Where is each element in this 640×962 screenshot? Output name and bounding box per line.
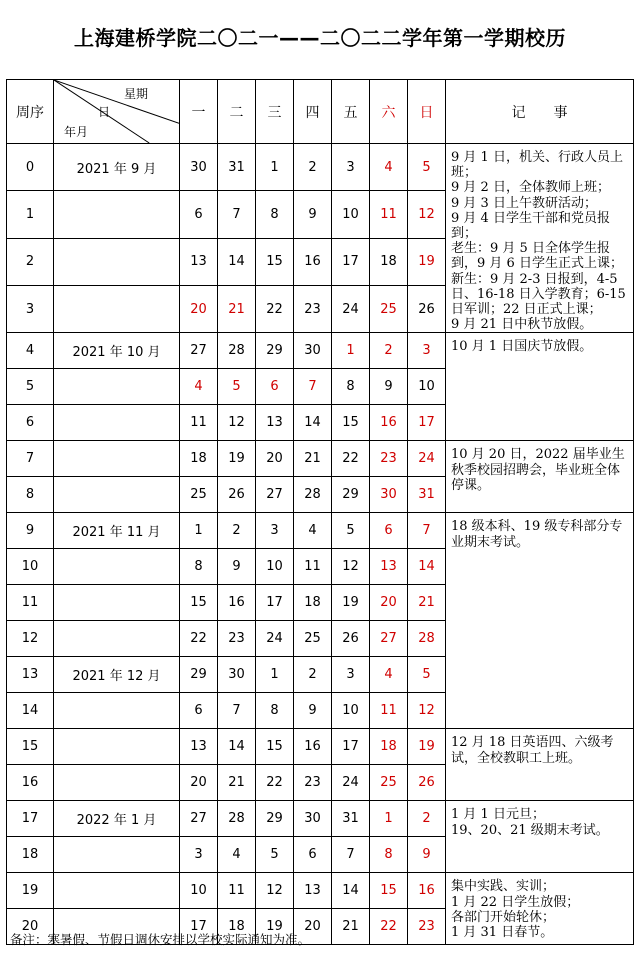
date-cell: 19 [332,585,370,621]
month-label [54,549,180,585]
week-number: 6 [7,405,54,441]
header-row [7,80,634,144]
date-cell: 15 [256,238,294,285]
week-row [7,144,634,191]
week-number: 8 [7,477,54,513]
date-cell: 2 [408,801,446,837]
note-line: 12 月 18 日英语四、六级考试，全校教职工上班。 [451,735,614,766]
day-header-thu: 四 [294,80,332,144]
date-cell: 27 [180,801,218,837]
week-number: 12 [7,621,54,657]
week-number: 0 [7,144,54,191]
notes-cell [446,873,634,945]
month-label [54,729,180,765]
date-cell: 22 [180,621,218,657]
date-cell: 24 [332,765,370,801]
date-cell: 7 [408,513,446,549]
date-cell: 30 [294,333,332,369]
date-cell: 31 [408,477,446,513]
date-cell: 5 [218,369,256,405]
date-cell: 13 [256,405,294,441]
week-number: 11 [7,585,54,621]
week-number: 1 [7,191,54,238]
note-line: 9 月 3 日上午教研活动； [451,195,597,211]
week-number: 4 [7,333,54,369]
date-cell: 31 [218,144,256,191]
date-cell: 5 [408,144,446,191]
date-cell: 23 [218,621,256,657]
date-cell: 25 [180,477,218,513]
date-cell: 3 [332,657,370,693]
week-number: 19 [7,873,54,909]
date-cell: 4 [370,144,408,191]
week-number: 20 [7,909,54,945]
note-line: 新生：9 月 2-3 日报到，4-5 日、16-18 日入学教育；6-15 日军训；22 日正式上课； [451,271,626,318]
date-cell: 28 [218,801,256,837]
note-line: 各部门开始轮休； [451,909,556,925]
date-cell: 2 [294,657,332,693]
week-number: 3 [7,286,54,333]
note-line: 10 月 1 日国庆节放假。 [451,339,593,355]
date-cell: 1 [256,657,294,693]
date-cell: 27 [180,333,218,369]
date-cell: 12 [332,549,370,585]
date-cell: 13 [294,873,332,909]
date-cell: 26 [408,286,446,333]
month-label [54,477,180,513]
date-cell: 31 [332,801,370,837]
diag-label-week: 星期 [124,87,149,101]
date-cell: 23 [294,286,332,333]
date-cell: 17 [408,405,446,441]
date-cell: 11 [180,405,218,441]
date-cell: 14 [294,405,332,441]
date-cell: 25 [370,286,408,333]
date-cell: 29 [256,801,294,837]
date-cell: 20 [180,765,218,801]
date-cell: 3 [180,837,218,873]
date-cell: 1 [370,801,408,837]
month-label [54,765,180,801]
date-cell: 21 [294,441,332,477]
date-cell: 23 [294,765,332,801]
week-number: 2 [7,238,54,285]
date-cell: 27 [370,621,408,657]
date-cell: 10 [332,191,370,238]
date-cell: 30 [294,801,332,837]
date-cell: 14 [408,549,446,585]
notes-cell [446,513,634,729]
date-cell: 1 [180,513,218,549]
date-cell: 9 [370,369,408,405]
date-cell: 15 [256,729,294,765]
date-cell: 19 [218,441,256,477]
month-label: 2021 年 11 月 [54,513,180,549]
date-cell: 21 [332,909,370,945]
month-label: 2021 年 9 月 [54,144,180,191]
date-cell: 18 [370,238,408,285]
note-line: 1 月 1 日元旦； [451,807,545,823]
date-cell: 17 [332,238,370,285]
date-cell: 20 [370,585,408,621]
date-cell: 14 [218,238,256,285]
month-label [54,191,180,238]
date-cell: 5 [256,837,294,873]
date-cell: 16 [408,873,446,909]
date-cell: 7 [218,191,256,238]
date-cell: 1 [256,144,294,191]
diag-label-month: 年月 [64,125,89,139]
month-label [54,693,180,729]
week-row [7,729,634,765]
notes-cell [446,801,634,873]
date-cell: 16 [370,405,408,441]
date-cell: 6 [294,837,332,873]
date-cell: 22 [256,765,294,801]
date-cell: 17 [332,729,370,765]
day-header-sun: 日 [408,80,446,144]
date-cell: 6 [370,513,408,549]
date-cell: 23 [370,441,408,477]
note-line: 10 月 20 日，2022 届毕业生秋季校园招聘会，毕业班全体停课。 [451,447,625,493]
date-cell: 16 [294,729,332,765]
date-cell: 10 [180,873,218,909]
date-cell: 10 [256,549,294,585]
week-number: 7 [7,441,54,477]
footnote: 备注：寒暑假、节假日调休安排以学校实际通知为准。 [10,932,311,947]
date-cell: 8 [256,693,294,729]
date-cell: 22 [370,909,408,945]
date-cell: 8 [370,837,408,873]
date-cell: 13 [180,238,218,285]
week-row [7,333,634,369]
date-cell: 3 [256,513,294,549]
month-label [54,405,180,441]
day-header-wed: 三 [256,80,294,144]
date-cell: 11 [294,549,332,585]
date-cell: 18 [370,729,408,765]
date-cell: 10 [408,369,446,405]
date-cell: 24 [332,286,370,333]
week-number: 15 [7,729,54,765]
date-cell: 24 [256,621,294,657]
date-cell: 2 [218,513,256,549]
month-label [54,369,180,405]
notes-cell [446,144,634,333]
date-cell: 25 [370,765,408,801]
week-number: 16 [7,765,54,801]
date-cell: 5 [332,513,370,549]
date-cell: 7 [294,369,332,405]
month-label [54,837,180,873]
date-cell: 11 [218,873,256,909]
date-cell: 16 [294,238,332,285]
date-cell: 30 [370,477,408,513]
date-cell: 29 [332,477,370,513]
date-cell: 13 [370,549,408,585]
date-cell: 4 [218,837,256,873]
day-header-sat: 六 [370,80,408,144]
date-cell: 18 [294,585,332,621]
date-cell: 18 [180,441,218,477]
date-cell: 6 [256,369,294,405]
date-cell: 9 [294,191,332,238]
date-cell: 7 [218,693,256,729]
note-line: 9 月 2 日，全体教师上班； [451,180,610,196]
date-cell: 20 [180,286,218,333]
date-cell: 22 [256,286,294,333]
date-cell: 26 [408,765,446,801]
date-cell: 9 [408,837,446,873]
date-cell: 15 [332,405,370,441]
date-cell: 2 [370,333,408,369]
date-cell: 26 [218,477,256,513]
month-label [54,441,180,477]
date-cell: 8 [180,549,218,585]
week-number: 14 [7,693,54,729]
week-row [7,441,634,477]
date-cell: 6 [180,191,218,238]
date-cell: 28 [294,477,332,513]
week-number: 18 [7,837,54,873]
note-line: 18 级本科、19 级专科部分专业期末考试。 [451,519,623,550]
notes-cell [446,333,634,441]
month-label [54,585,180,621]
date-cell: 15 [370,873,408,909]
week-number: 17 [7,801,54,837]
date-cell: 8 [332,369,370,405]
week-number: 5 [7,369,54,405]
date-cell: 19 [256,909,294,945]
date-cell: 27 [256,477,294,513]
date-cell: 5 [408,657,446,693]
notes-header: 记 事 [446,80,634,144]
note-line: 9 月 21 日中秋节放假。 [451,317,593,333]
date-cell: 7 [332,837,370,873]
date-cell: 12 [218,405,256,441]
date-cell: 28 [408,621,446,657]
date-cell: 9 [294,693,332,729]
date-cell: 22 [332,441,370,477]
date-cell: 4 [294,513,332,549]
date-cell: 26 [332,621,370,657]
date-cell: 16 [218,585,256,621]
month-label [54,621,180,657]
date-cell: 30 [180,144,218,191]
date-cell: 4 [180,369,218,405]
date-cell: 14 [332,873,370,909]
note-line: 1 月 22 日学生放假； [451,894,580,910]
note-line: 老生：9 月 5 日全体学生报到，9 月 6 日学生正式上课； [451,241,623,272]
date-cell: 24 [408,441,446,477]
diag-label-day: 日 [98,105,111,119]
month-label [54,238,180,285]
date-cell: 19 [408,729,446,765]
date-cell: 12 [408,693,446,729]
day-header-tue: 二 [218,80,256,144]
note-line: 1 月 31 日春节。 [451,925,554,941]
date-cell: 6 [180,693,218,729]
date-cell: 29 [256,333,294,369]
week-number-header: 周序 [7,80,54,144]
date-cell: 18 [218,909,256,945]
date-cell: 21 [408,585,446,621]
week-row [7,513,634,549]
date-cell: 17 [180,909,218,945]
week-number: 13 [7,657,54,693]
calendar-body [7,144,634,945]
date-cell: 2 [294,144,332,191]
date-cell: 11 [370,191,408,238]
date-cell: 20 [256,441,294,477]
note-line: 9 月 4 日学生干部和党员报到； [451,210,610,242]
notes-cell [446,729,634,801]
date-cell: 13 [180,729,218,765]
month-label [54,286,180,333]
date-cell: 28 [218,333,256,369]
note-line: 19、20、21 级期末考试。 [451,822,609,838]
week-row [7,801,634,837]
date-cell: 1 [332,333,370,369]
date-cell: 23 [408,909,446,945]
date-cell: 8 [256,191,294,238]
day-header-fri: 五 [332,80,370,144]
school-calendar-table [6,79,634,945]
month-label: 2021 年 10 月 [54,333,180,369]
month-label: 2022 年 1 月 [54,801,180,837]
week-row [7,873,634,909]
date-cell: 25 [294,621,332,657]
date-cell: 21 [218,286,256,333]
month-label [54,873,180,909]
notes-cell [446,441,634,513]
date-cell: 17 [256,585,294,621]
date-cell: 12 [256,873,294,909]
date-cell: 29 [180,657,218,693]
month-label: 2021 年 12 月 [54,657,180,693]
date-cell: 20 [294,909,332,945]
day-header-mon: 一 [180,80,218,144]
date-cell: 21 [218,765,256,801]
date-cell: 3 [332,144,370,191]
date-cell: 3 [408,333,446,369]
date-cell: 4 [370,657,408,693]
date-cell: 12 [408,191,446,238]
note-line: 集中实践、实训； [451,879,556,895]
date-cell: 19 [408,238,446,285]
week-number: 10 [7,549,54,585]
date-cell: 14 [218,729,256,765]
date-cell: 11 [370,693,408,729]
page-title: 上海建桥学院二〇二一——二〇二二学年第一学期校历 [74,26,566,50]
diagonal-header-cell [54,80,180,144]
date-cell: 9 [218,549,256,585]
date-cell: 30 [218,657,256,693]
date-cell: 15 [180,585,218,621]
week-number: 9 [7,513,54,549]
note-line: 9 月 1 日，机关、行政人员上班； [451,150,623,181]
date-cell: 10 [332,693,370,729]
